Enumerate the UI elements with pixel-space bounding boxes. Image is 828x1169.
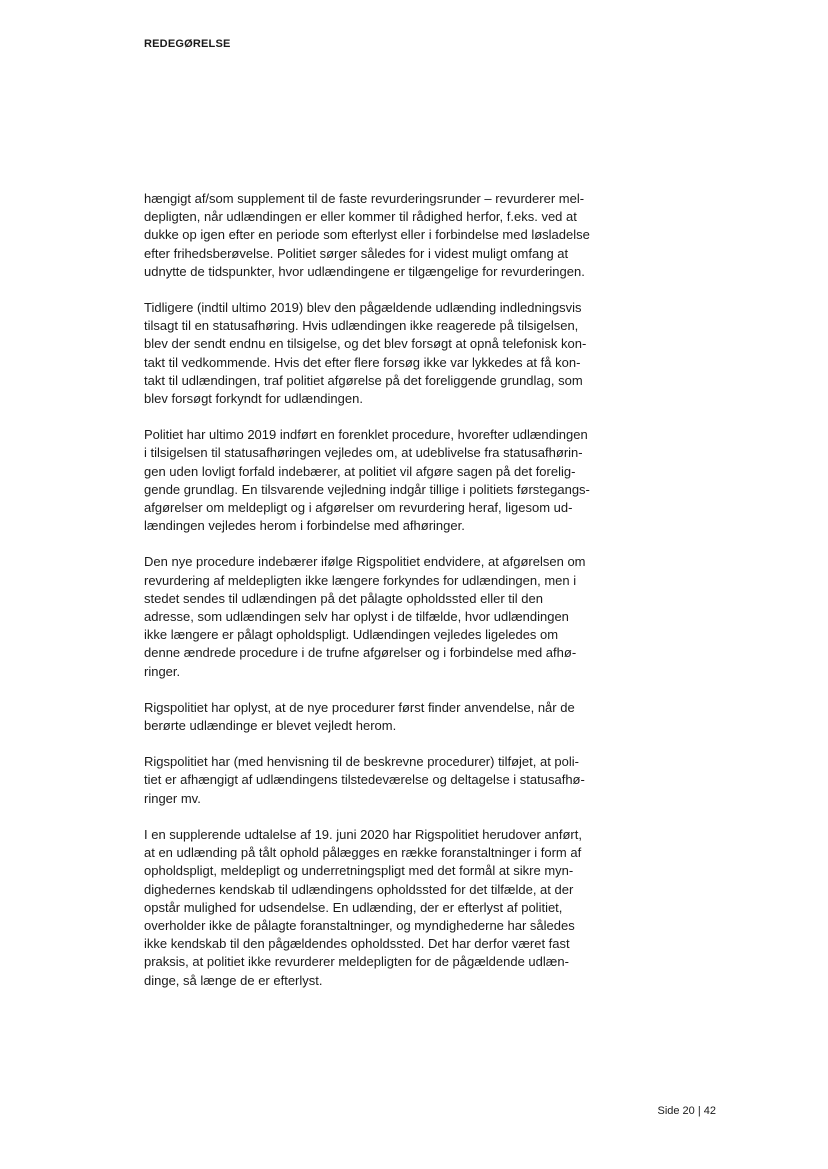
paragraph-5	[144, 699, 624, 735]
text-line: Tidligere (indtil ultimo 2019) blev den pågældende udlænding indledningsvis	[144, 300, 582, 316]
text-line: Rigspolitiet har (med henvisning til de beskrevne procedurer) tilføjet, at poli-	[144, 754, 579, 770]
text-line: adresse, som udlændingen selv har oplyst i de tilfælde, hvor udlændingen	[144, 609, 569, 625]
text-line: blev forsøgt forkyndt for udlændingen.	[144, 391, 363, 407]
text-line: opholdspligt, meldepligt og underretningspligt med det formål at sikre myn-	[144, 863, 574, 879]
text-line: dighedernes kendskab til udlændingens opholdssted for det tilfælde, at der	[144, 881, 574, 897]
text-line: blev der sendt endnu en tilsigelse, og det blev forsøgt at opnå telefonisk kon-	[144, 336, 587, 352]
text-line: ringer mv.	[144, 790, 201, 806]
text-line: dukke op igen efter en periode som efterlyst eller i forbindelse med løsladelse	[144, 227, 590, 243]
page-number: Side 20 | 42	[657, 1105, 716, 1117]
text-line: praksis, at politiet ikke revurderer meldepligten for de pågældende udlæn-	[144, 954, 569, 970]
paragraph-2	[144, 299, 624, 408]
text-line: gen uden lovligt forfald indebærer, at politiet vil afgøre sagen på det forelig-	[144, 463, 576, 479]
text-line: revurdering af meldepligten ikke længere forkyndes for udlændingen, men i	[144, 572, 577, 588]
text-line: gende grundlag. En tilsvarende vejledning indgår tillige i politiets førstegangs-	[144, 481, 590, 497]
text-line: tilsagt til en statusafhøring. Hvis udlændingen ikke reagerede på tilsigelsen,	[144, 318, 579, 334]
text-line: depligten, når udlændingen er eller kommer til rådighed herfor, f.eks. ved at	[144, 209, 577, 225]
text-line: lændingen vejledes herom i forbindelse med afhøringer.	[144, 518, 465, 534]
text-line: I en supplerende udtalelse af 19. juni 2020 har Rigspolitiet herudover anført,	[144, 826, 582, 842]
text-line: Rigspolitiet har oplyst, at de nye procedurer først finder anvendelse, når de	[144, 699, 575, 715]
paragraph-7	[144, 826, 624, 990]
text-line: Politiet har ultimo 2019 indført en forenklet procedure, hvorefter udlændingen	[144, 427, 588, 443]
text-line: Den nye procedure indebærer ifølge Rigspolitiet endvidere, at afgørelsen om	[144, 554, 586, 570]
text-line: i tilsigelsen til statusafhøringen vejledes om, at udeblivelse fra statusafhørin-	[144, 445, 583, 461]
document-header: REDEGØRELSE	[144, 38, 231, 50]
text-line: at en udlænding på tålt ophold pålægges en række foranstaltninger i form af	[144, 845, 582, 861]
text-line: ikke længere er pålagt opholdspligt. Udlændingen vejledes ligeledes om	[144, 627, 559, 643]
text-line: afgørelser om meldepligt og i afgørelser om revurdering heraf, ligesom ud-	[144, 500, 573, 516]
text-line: dinge, så længe de er efterlyst.	[144, 972, 323, 988]
document-body	[144, 190, 624, 990]
text-line: berørte udlændinge er blevet vejledt herom.	[144, 718, 397, 734]
text-line: udnytte de tidspunkter, hvor udlændingene er tilgængelige for revurderingen.	[144, 263, 585, 279]
text-line: denne ændrede procedure i de trufne afgørelser og i forbindelse med afhø-	[144, 645, 577, 661]
text-line: takt til udlændingen, traf politiet afgørelse på det foreliggende grundlag, som	[144, 372, 583, 388]
text-line: ikke kendskab til den pågældendes opholdssted. Det har derfor været fast	[144, 936, 570, 952]
text-line: efter frihedsberøvelse. Politiet sørger således for i videst muligt omfang at	[144, 245, 569, 261]
paragraph-3	[144, 426, 624, 535]
paragraph-4	[144, 553, 624, 680]
text-line: tiet er afhængigt af udlændingens tilstedeværelse og deltagelse i statusafhø-	[144, 772, 585, 788]
text-line: stedet sendes til udlændingen på det pålagte opholdssted eller til den	[144, 590, 543, 606]
text-line: takt til vedkommende. Hvis det efter flere forsøg ikke var lykkedes at få kon-	[144, 354, 581, 370]
text-line: ringer.	[144, 663, 181, 679]
text-line: hængigt af/som supplement til de faste revurderingsrunder – revurderer mel-	[144, 191, 585, 206]
text-line: opstår mulighed for udsendelse. En udlænding, der er efterlyst af politiet,	[144, 899, 563, 915]
paragraph-1	[144, 190, 624, 281]
text-line: overholder ikke de pålagte foranstaltninger, og myndighederne har således	[144, 917, 575, 933]
paragraph-6	[144, 753, 624, 808]
